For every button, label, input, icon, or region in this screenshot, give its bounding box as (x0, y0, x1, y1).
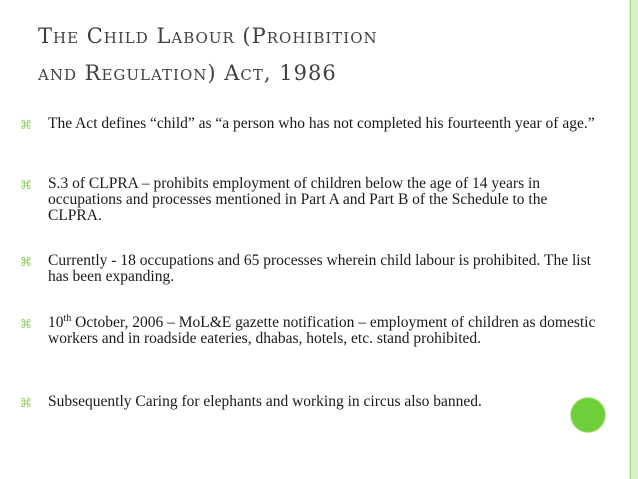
bullet-text (48, 312, 604, 347)
bullet-text: Subsequently Caring for elephants and working in circus also banned. (48, 393, 482, 410)
slide-title-line-1: The Child Labour (Prohibition (38, 24, 378, 48)
bullet-icon: ⌘ (20, 396, 32, 410)
decorative-circle (571, 398, 605, 432)
date-superscript: th (63, 312, 72, 324)
bullet-icon: ⌘ (20, 178, 32, 192)
slide-title-line-2: and Regulation) Act, 1986 (38, 61, 337, 85)
slide-title (38, 18, 598, 92)
bullet-text: S.3 of CLPRA – prohibits employment of children below the age of 14 years in occupations and processes mentioned in Part A and Part B of the Schedule to the CLPRA. (48, 175, 548, 224)
right-border-accent (629, 0, 638, 479)
bullet-icon: ⌘ (20, 317, 32, 331)
bullet-text: The Act defines “child” as “a person who has not completed his fourteenth year of age.” (48, 115, 595, 132)
bullet-text: Currently - 18 occupations and 65 processes wherein child labour is prohibited. The list has been expanding. (48, 252, 591, 285)
bullet-icon: ⌘ (20, 118, 32, 132)
date-number: 10 (48, 314, 64, 331)
bullet-icon: ⌘ (20, 255, 32, 269)
bullet-text-rest: October, 2006 – MoL&E gazette notification – employment of children as domestic workers and in roadside eateries, dhabas, hotels, etc. stand prohibited. (48, 314, 596, 347)
